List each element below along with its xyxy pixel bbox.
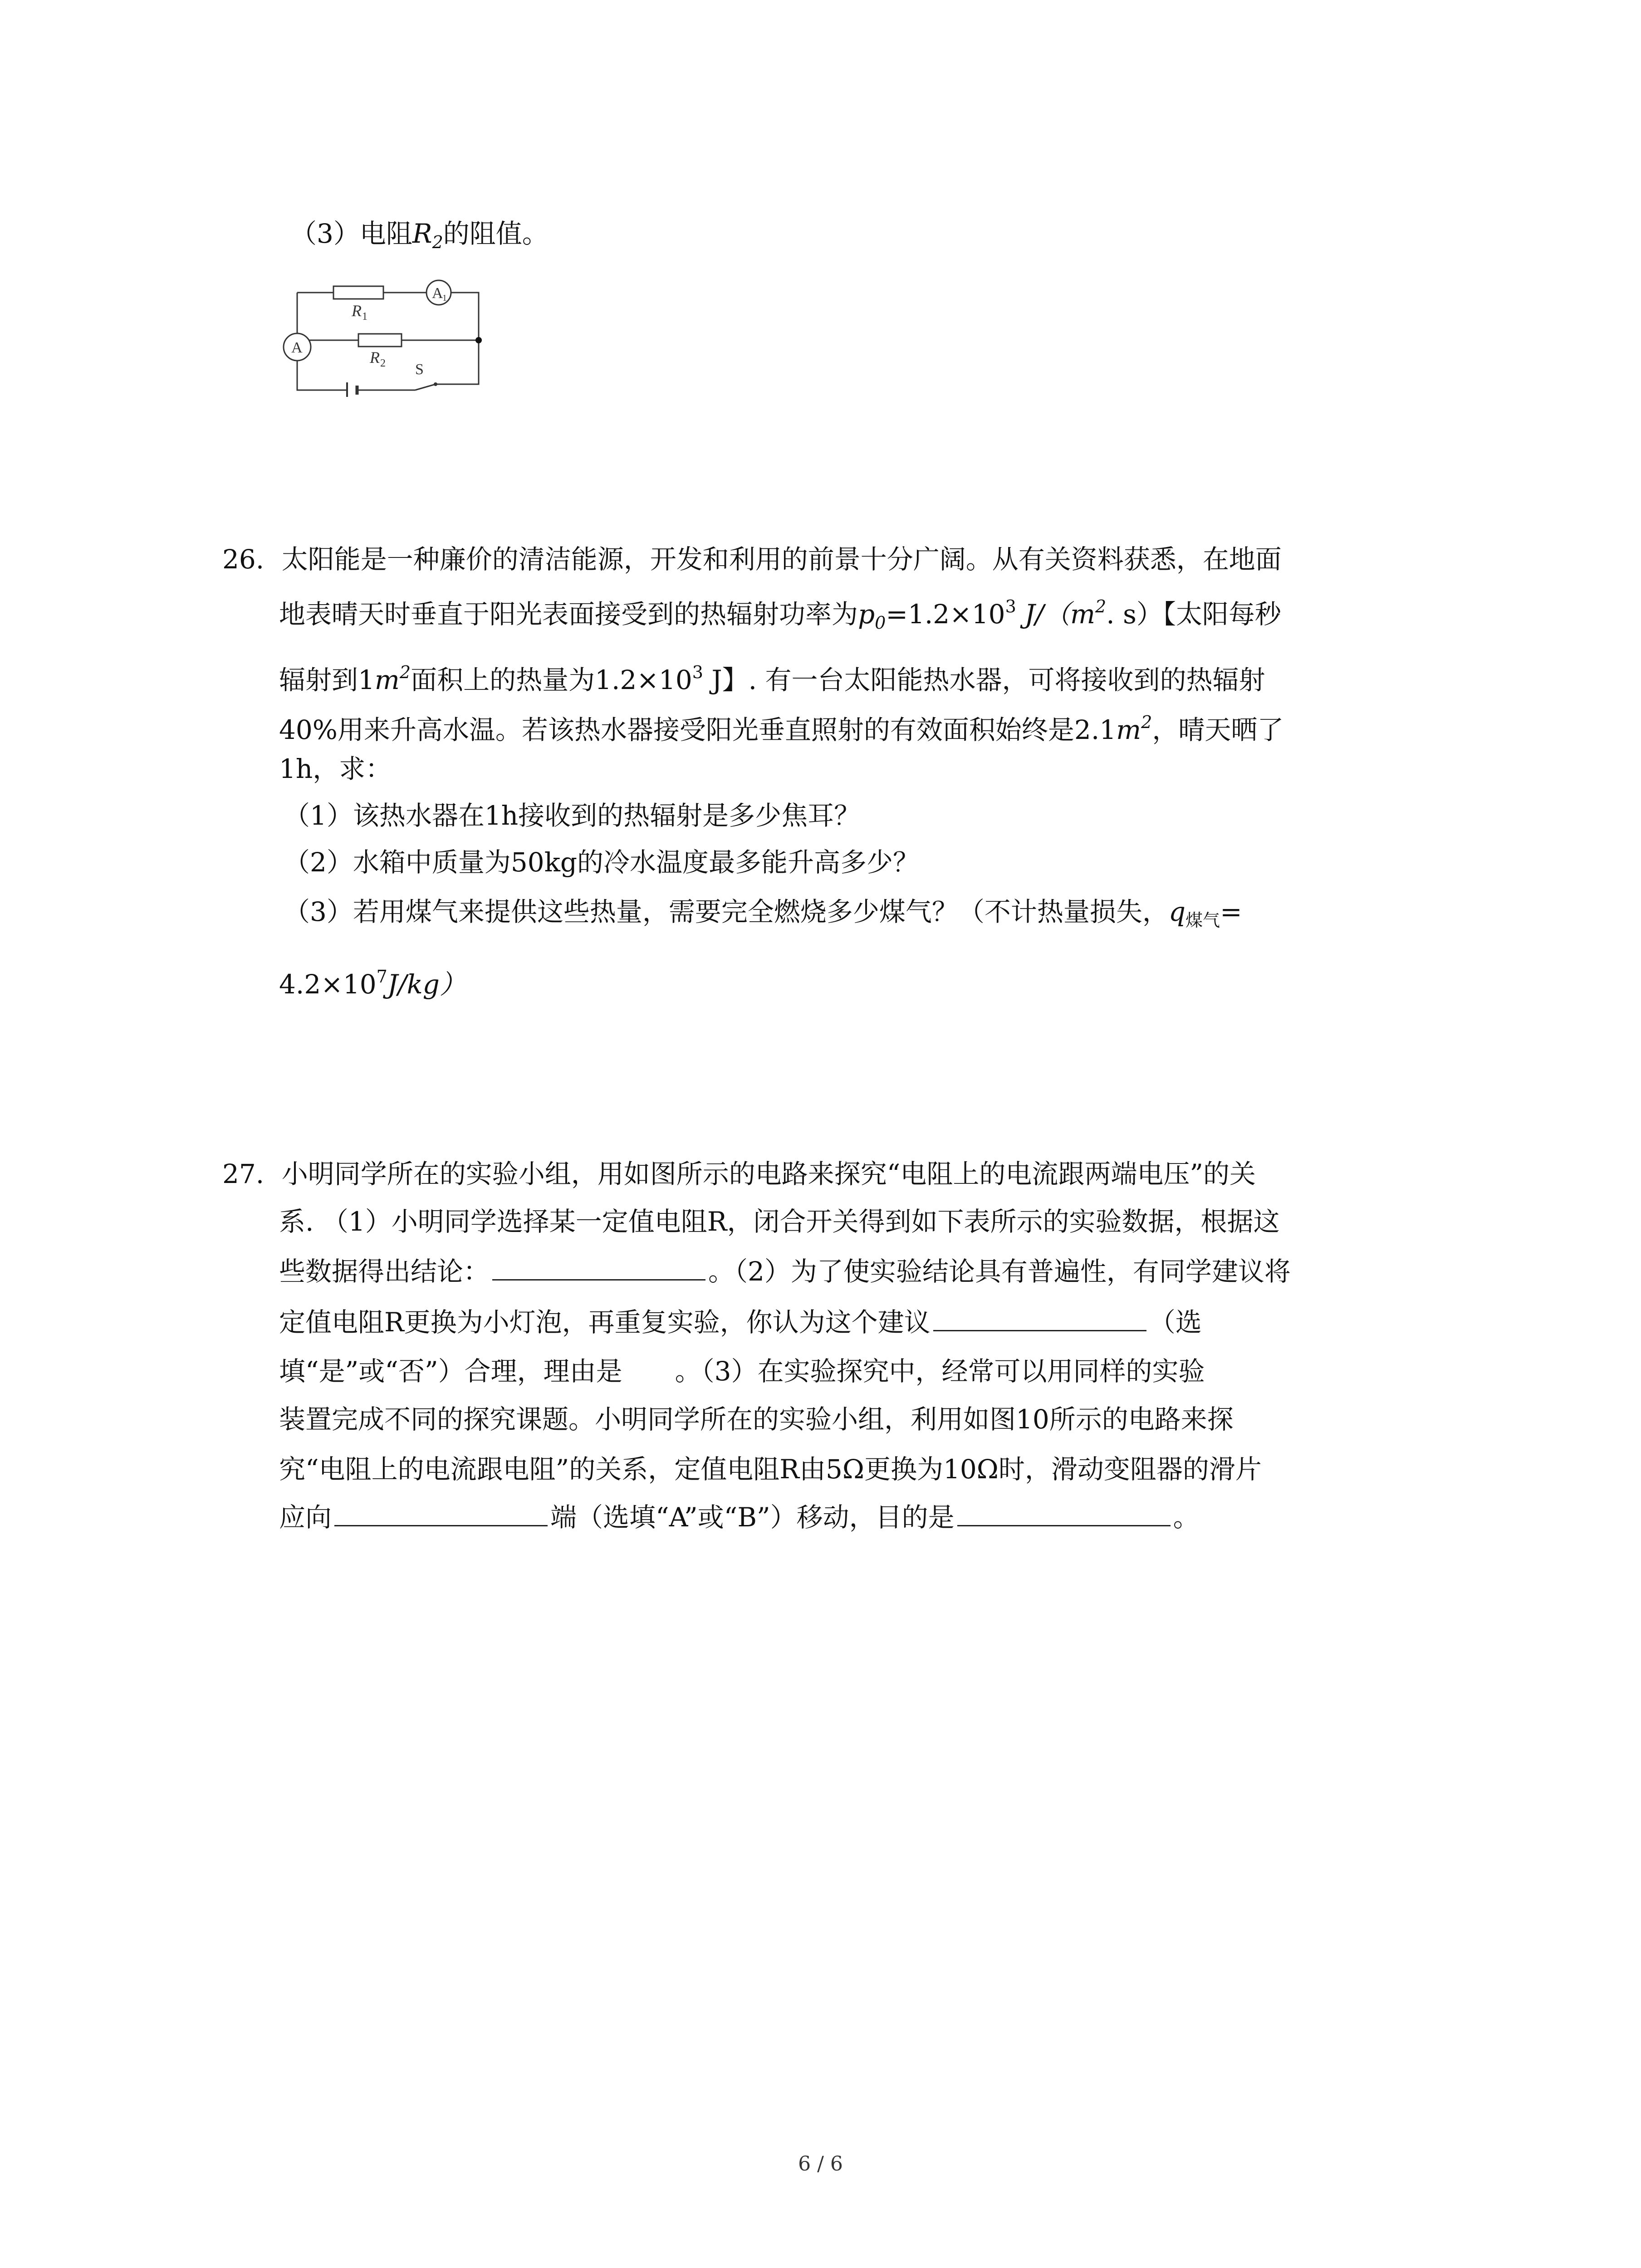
q26-part3-cont: $4.2\times 10^7J/kg$） bbox=[279, 967, 466, 1000]
r2-symbol: $R_2$ bbox=[412, 218, 443, 252]
svg-text:A: A bbox=[291, 339, 303, 356]
q27-line2: 系. （1）小明同学选择某一定值电阻R，闭合开关得到如下表所示的实验数据，根据这 bbox=[279, 1206, 1280, 1237]
svg-text:2: 2 bbox=[380, 357, 386, 369]
q27-line8: 应向 端（选填“A”或“B”）移动，目的是 。 bbox=[279, 1502, 1200, 1533]
answer-blank-3[interactable] bbox=[334, 1502, 548, 1526]
q25-part3 bbox=[290, 218, 549, 258]
page-number: 6 / 6 bbox=[798, 2152, 843, 2175]
q26-line5: 1h，求： bbox=[279, 753, 392, 784]
r1-resistor bbox=[333, 286, 383, 299]
svg-text:A: A bbox=[432, 285, 443, 302]
q27-line3: 些数据得出结论： 。（2）为了使实验结论具有普遍性，有同学建议将 bbox=[279, 1256, 1291, 1287]
q26-part1: （1）该热水器在1h接收到的热辐射是多少焦耳？ bbox=[284, 800, 861, 831]
q27-line4: 定值电阻R更换为小灯泡，再重复实验，你认为这个建议 （选 bbox=[279, 1307, 1202, 1338]
q26-line3: 辐射到$1m^2$面积上的热量为$1.2\times 10^3$ J】. 有一台太阳能热水器，可将接收到的热辐射 bbox=[279, 662, 1265, 695]
q27-line5: 填“是”或“否”）合理，理由是 。（3）在实验探究中，经常可以用同样的实验 bbox=[279, 1356, 1205, 1387]
answer-blank-1[interactable] bbox=[492, 1256, 705, 1281]
svg-text:1: 1 bbox=[362, 311, 367, 323]
q26-line4: 40%用来升高水温。若该热水器接受阳光垂直照射的有效面积始终是$2.1m^2$，晴天晒了 bbox=[279, 712, 1284, 745]
q26-number: 26. bbox=[222, 544, 265, 575]
q26-part2: （2）水箱中质量为50kg的冷水温度最多能升高多少？ bbox=[284, 847, 919, 878]
circuit-diagram bbox=[279, 265, 492, 397]
switch-label: S bbox=[415, 361, 424, 378]
q27-line1: 27. 小明同学所在的实验小组，用如图所示的电路来探究“电阻上的电流跟两端电压”的关 bbox=[222, 1158, 1256, 1189]
q27-number: 27. bbox=[222, 1158, 265, 1189]
q27-line6: 装置完成不同的探究课题。小明同学所在的实验小组，利用如图10所示的电路来探 bbox=[279, 1404, 1234, 1435]
q26-line2: 地表晴天时垂直于阳光表面接受到的热辐射功率为$p_0=1.2\times 10^3$ $J/(m^2$. s）【太阳每秒 bbox=[279, 596, 1281, 633]
r2-label: R bbox=[370, 348, 380, 367]
q27-line7: 究“电阻上的电流跟电阻”的关系，定值电阻R由5Ω更换为10Ω时，滑动变阻器的滑片 bbox=[279, 1454, 1262, 1485]
answer-blank-2[interactable] bbox=[933, 1307, 1146, 1331]
q26-line1: 26. 太阳能是一种廉价的清洁能源，开发和利用的前景十分广阔。从有关资料获悉，在地面 bbox=[222, 544, 1282, 575]
r2-resistor bbox=[358, 334, 402, 347]
r1-label: R bbox=[352, 302, 362, 320]
q26-part3: （3）若用煤气来提供这些热量，需要完全燃烧多少煤气？（不计热量损失，$q_{煤气}=$ bbox=[284, 896, 1242, 930]
q25-part3-text-a: （3）电阻 bbox=[290, 218, 412, 249]
svg-text:1: 1 bbox=[442, 293, 447, 303]
switch bbox=[415, 384, 436, 390]
answer-blank-4[interactable] bbox=[957, 1502, 1171, 1526]
q25-part3-text-b: 的阻值。 bbox=[443, 218, 549, 249]
